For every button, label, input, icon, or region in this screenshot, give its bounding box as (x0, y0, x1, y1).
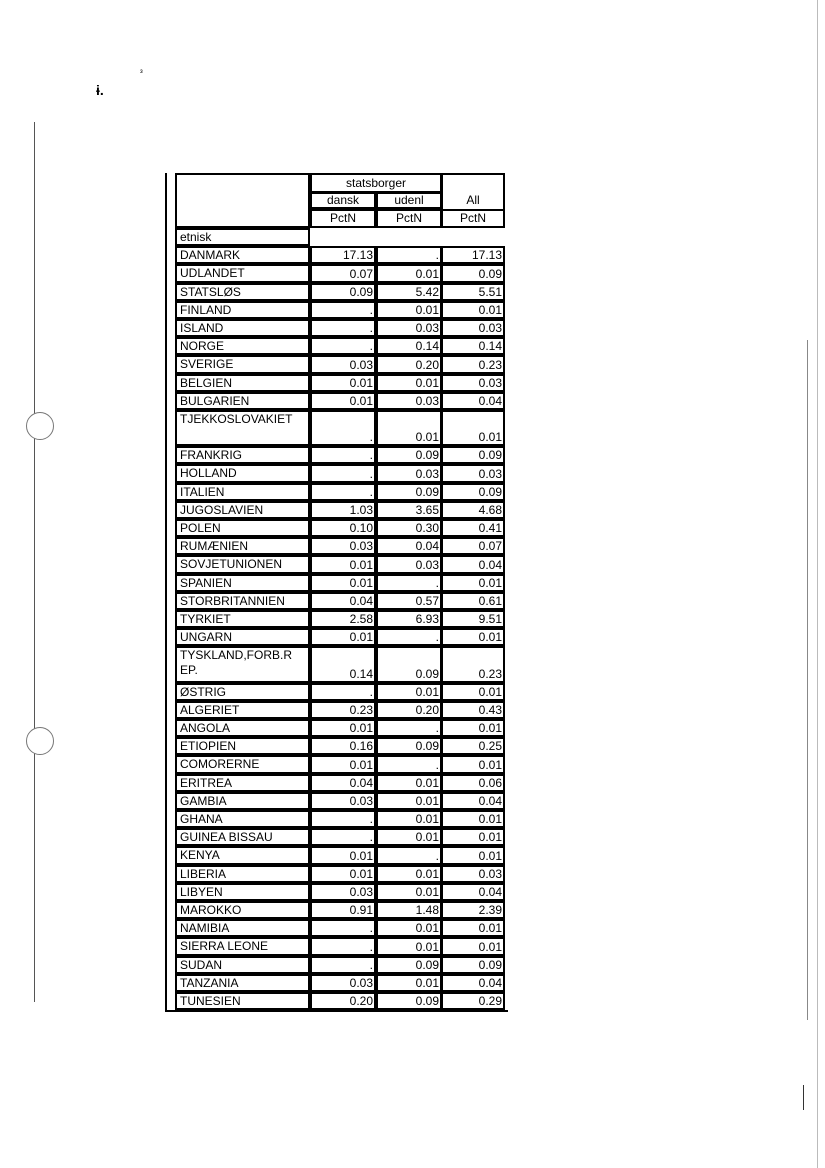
cell-udenl: 0.09 (376, 737, 442, 755)
row-label: FRANKRIG (175, 446, 310, 464)
stat-label: PctN (376, 209, 442, 228)
cell-all: 0.23 (441, 646, 505, 682)
table-row (167, 683, 508, 701)
cell-all: 0.01 (441, 919, 505, 937)
table-row (167, 501, 508, 519)
cell-dansk: 0.09 (310, 283, 376, 301)
row-label: SOVJETUNIONEN (175, 555, 310, 573)
table-row (167, 737, 508, 755)
cell-dansk: 0.01 (310, 719, 376, 737)
column-header-all: All (441, 173, 505, 211)
table-row (167, 992, 508, 1010)
cell-all: 0.01 (441, 574, 505, 592)
column-header-dansk: dansk (310, 192, 376, 209)
cell-dansk: 0.04 (310, 774, 376, 792)
cell-dansk: . (310, 319, 376, 337)
cell-all: 5.51 (441, 283, 505, 301)
table-row (167, 774, 508, 792)
table-row (167, 446, 508, 464)
cell-udenl: 0.03 (376, 392, 442, 410)
table-row (167, 919, 508, 937)
cell-dansk: . (310, 410, 376, 446)
punch-hole (26, 727, 54, 755)
cell-udenl: 0.03 (376, 464, 442, 482)
row-label: SIERRA LEONE (175, 937, 310, 955)
scan-line (807, 340, 808, 1020)
cell-dansk: 0.01 (310, 865, 376, 883)
group-header: statsborger (310, 173, 442, 193)
row-label: NORGE (175, 337, 310, 355)
cell-dansk: . (310, 937, 376, 955)
cell-all: 0.04 (441, 883, 505, 901)
cell-all: 0.04 (441, 792, 505, 810)
row-label: TJEKKOSLOVAKIET (175, 410, 310, 446)
cell-all: 0.09 (441, 956, 505, 974)
cell-udenl: 0.01 (376, 774, 442, 792)
table-row (167, 701, 508, 719)
table-row (167, 319, 508, 337)
cell-udenl: 6.93 (376, 610, 442, 628)
row-label: SVERIGE (175, 355, 310, 373)
cell-all: 0.01 (441, 755, 505, 773)
cell-udenl: 0.01 (376, 374, 442, 392)
row-label: MAROKKO (175, 901, 310, 919)
table-row (167, 937, 508, 955)
table-row (167, 901, 508, 919)
cell-all: 0.09 (441, 264, 505, 282)
cell-udenl: . (376, 628, 442, 646)
cell-dansk: 0.10 (310, 519, 376, 537)
row-label: ITALIEN (175, 483, 310, 501)
cell-udenl: 0.01 (376, 410, 442, 446)
cell-dansk: 0.03 (310, 792, 376, 810)
cell-udenl: 0.01 (376, 301, 442, 319)
cell-dansk: 0.01 (310, 374, 376, 392)
cell-all: 0.25 (441, 737, 505, 755)
cell-all: 0.03 (441, 374, 505, 392)
cell-dansk: 0.16 (310, 737, 376, 755)
row-label: TANZANIA (175, 974, 310, 992)
row-label: ALGERIET (175, 701, 310, 719)
cell-all: 0.04 (441, 392, 505, 410)
punch-hole (26, 412, 54, 440)
table-row (167, 719, 508, 737)
cell-all: 0.01 (441, 301, 505, 319)
row-label: ERITREA (175, 774, 310, 792)
scan-mark: ɨ. (96, 82, 104, 98)
table-row (167, 301, 508, 319)
row-label: TUNESIEN (175, 992, 310, 1010)
cell-udenl: 0.01 (376, 264, 442, 282)
cell-udenl: 0.01 (376, 919, 442, 937)
cell-udenl: 0.09 (376, 446, 442, 464)
cell-all: 0.07 (441, 537, 505, 555)
table-row (167, 555, 508, 573)
row-label: GHANA (175, 810, 310, 828)
row-label: UNGARN (175, 628, 310, 646)
cell-dansk: 2.58 (310, 610, 376, 628)
cell-dansk: . (310, 483, 376, 501)
cell-dansk: 0.01 (310, 574, 376, 592)
cell-udenl: 0.30 (376, 519, 442, 537)
cell-udenl: 0.04 (376, 537, 442, 555)
row-label: TYRKIET (175, 610, 310, 628)
cell-all: 0.04 (441, 555, 505, 573)
cell-udenl: 0.20 (376, 355, 442, 373)
cell-udenl: 0.01 (376, 792, 442, 810)
cell-dansk: 17.13 (310, 246, 376, 264)
row-label: BELGIEN (175, 374, 310, 392)
cell-dansk: 0.04 (310, 592, 376, 610)
row-label: FINLAND (175, 301, 310, 319)
header-corner (175, 173, 310, 228)
cell-all: 0.43 (441, 701, 505, 719)
row-label: TYSKLAND,FORB.R EP. (175, 646, 310, 682)
cell-dansk: 0.07 (310, 264, 376, 282)
cell-udenl: 0.01 (376, 937, 442, 955)
table-row (167, 828, 508, 846)
table-row (167, 483, 508, 501)
cell-all: 0.01 (441, 628, 505, 646)
table-row (167, 374, 508, 392)
cell-all: 0.06 (441, 774, 505, 792)
row-label: GAMBIA (175, 792, 310, 810)
cell-udenl: 0.01 (376, 865, 442, 883)
table-row (167, 392, 508, 410)
cell-dansk: . (310, 446, 376, 464)
cell-all: 0.03 (441, 865, 505, 883)
cell-all: 0.23 (441, 355, 505, 373)
table-row (167, 337, 508, 355)
row-label: LIBERIA (175, 865, 310, 883)
cell-all: 0.01 (441, 810, 505, 828)
cell-udenl: . (376, 755, 442, 773)
cell-udenl: 0.09 (376, 956, 442, 974)
page-edge-line (34, 122, 35, 1002)
row-label: COMORERNE (175, 755, 310, 773)
stat-label: PctN (310, 209, 376, 228)
cell-all: 0.01 (441, 410, 505, 446)
row-label: NAMIBIA (175, 919, 310, 937)
cell-all: 17.13 (441, 246, 505, 264)
row-label: RUMÆNIEN (175, 537, 310, 555)
row-label: POLEN (175, 519, 310, 537)
cell-dansk: . (310, 956, 376, 974)
cell-udenl: 0.01 (376, 883, 442, 901)
cell-all: 0.01 (441, 719, 505, 737)
cell-udenl: 0.09 (376, 483, 442, 501)
cell-all: 0.41 (441, 519, 505, 537)
cell-udenl: 3.65 (376, 501, 442, 519)
cell-dansk: 0.01 (310, 392, 376, 410)
cell-dansk: 0.20 (310, 992, 376, 1010)
cell-udenl: 0.09 (376, 646, 442, 682)
row-label: ANGOLA (175, 719, 310, 737)
cell-all: 0.01 (441, 683, 505, 701)
row-label: GUINEA BISSAU (175, 828, 310, 846)
cell-udenl: 0.03 (376, 319, 442, 337)
cell-dansk: . (310, 683, 376, 701)
page-edge-line (817, 0, 818, 1168)
stat-label: PctN (441, 209, 505, 228)
table-body (167, 246, 508, 1010)
row-label: SUDAN (175, 956, 310, 974)
table-row (167, 537, 508, 555)
row-label: STATSLØS (175, 283, 310, 301)
cell-all: 0.03 (441, 464, 505, 482)
cell-all: 0.09 (441, 483, 505, 501)
cell-dansk: 0.03 (310, 537, 376, 555)
table-row (167, 519, 508, 537)
cell-udenl: 1.48 (376, 901, 442, 919)
cell-all: 0.14 (441, 337, 505, 355)
row-label: ØSTRIG (175, 683, 310, 701)
row-label: HOLLAND (175, 464, 310, 482)
table-row (167, 355, 508, 373)
row-label: BULGARIEN (175, 392, 310, 410)
scan-mark: ³ (140, 68, 143, 77)
cell-all: 0.03 (441, 319, 505, 337)
row-label: LIBYEN (175, 883, 310, 901)
cell-dansk: 1.03 (310, 501, 376, 519)
table-row (167, 610, 508, 628)
table-row (167, 464, 508, 482)
table-row (167, 956, 508, 974)
row-label: JUGOSLAVIEN (175, 501, 310, 519)
cell-dansk: 0.03 (310, 974, 376, 992)
cell-all: 0.61 (441, 592, 505, 610)
table-row (167, 646, 508, 682)
cell-udenl: 0.57 (376, 592, 442, 610)
cell-all: 0.01 (441, 828, 505, 846)
cell-udenl: . (376, 846, 442, 864)
table-row (167, 246, 508, 264)
cell-dansk: . (310, 810, 376, 828)
table-row (167, 974, 508, 992)
cell-dansk: . (310, 828, 376, 846)
cell-all: 0.29 (441, 992, 505, 1010)
cell-all: 0.09 (441, 446, 505, 464)
table-row (167, 846, 508, 864)
table-row (167, 865, 508, 883)
scan-line (803, 1085, 804, 1110)
table-row (167, 810, 508, 828)
cell-all: 0.04 (441, 974, 505, 992)
table-row (167, 574, 508, 592)
crosstab-table (165, 173, 508, 1012)
cell-udenl: 0.09 (376, 992, 442, 1010)
cell-dansk: 0.14 (310, 646, 376, 682)
table-row (167, 264, 508, 282)
table-row (167, 628, 508, 646)
row-label: UDLANDET (175, 264, 310, 282)
cell-all: 0.01 (441, 846, 505, 864)
cell-udenl: 5.42 (376, 283, 442, 301)
cell-dansk: . (310, 337, 376, 355)
row-label: ISLAND (175, 319, 310, 337)
row-label: STORBRITANNIEN (175, 592, 310, 610)
cell-all: 4.68 (441, 501, 505, 519)
cell-dansk: . (310, 301, 376, 319)
cell-udenl: 0.01 (376, 828, 442, 846)
cell-dansk: 0.01 (310, 846, 376, 864)
table-row (167, 592, 508, 610)
cell-dansk: 0.23 (310, 701, 376, 719)
table-row (167, 755, 508, 773)
cell-dansk: . (310, 464, 376, 482)
row-label: SPANIEN (175, 574, 310, 592)
cell-udenl: 0.20 (376, 701, 442, 719)
row-label: DANMARK (175, 246, 310, 264)
cell-all: 9.51 (441, 610, 505, 628)
cell-udenl: 0.01 (376, 683, 442, 701)
table-row (167, 792, 508, 810)
cell-dansk: 0.01 (310, 755, 376, 773)
row-label: KENYA (175, 846, 310, 864)
table-row (167, 410, 508, 446)
row-header-row (167, 228, 508, 246)
cell-dansk: 0.03 (310, 355, 376, 373)
table-header (167, 173, 508, 228)
row-label: ETIOPIEN (175, 737, 310, 755)
cell-all: 0.01 (441, 937, 505, 955)
cell-udenl: 0.14 (376, 337, 442, 355)
table-row (167, 283, 508, 301)
table-row (167, 883, 508, 901)
cell-udenl: 0.03 (376, 555, 442, 573)
cell-dansk: 0.01 (310, 628, 376, 646)
cell-udenl: 0.01 (376, 974, 442, 992)
cell-udenl: 0.01 (376, 810, 442, 828)
cell-dansk: 0.01 (310, 555, 376, 573)
cell-udenl: . (376, 719, 442, 737)
cell-udenl: . (376, 574, 442, 592)
cell-all: 2.39 (441, 901, 505, 919)
column-header-udenl: udenl (376, 192, 442, 209)
cell-dansk: . (310, 919, 376, 937)
cell-udenl: . (376, 246, 442, 264)
cell-dansk: 0.03 (310, 883, 376, 901)
row-header-label: etnisk (175, 228, 310, 246)
cell-dansk: 0.91 (310, 901, 376, 919)
